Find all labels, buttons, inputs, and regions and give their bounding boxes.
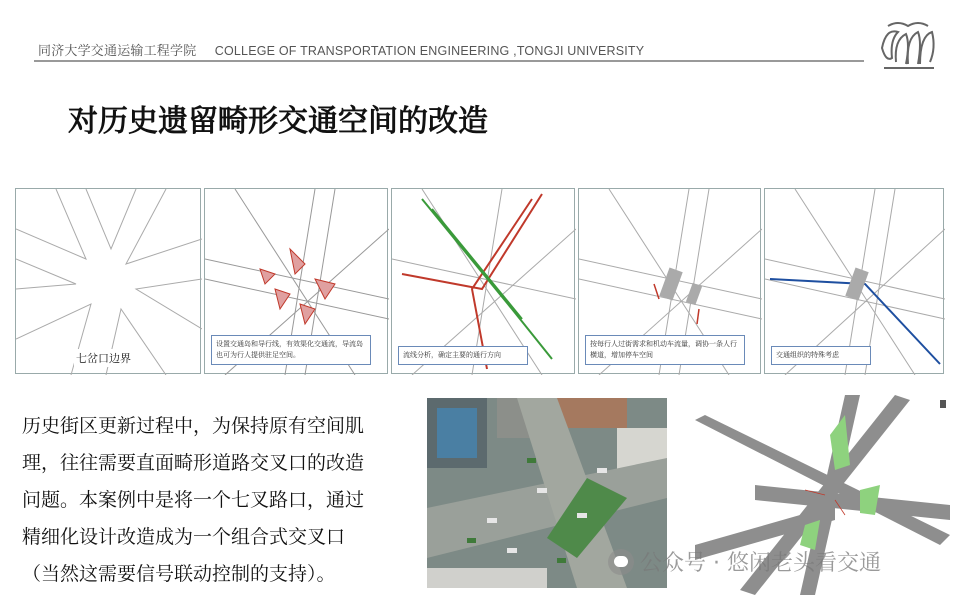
header-college-cn: 同济大学交通运输工程学院 bbox=[38, 44, 197, 59]
panel-pedestrian-crossing bbox=[578, 188, 761, 374]
panel-5-caption: 交通组织的特殊考虑 bbox=[771, 346, 871, 365]
watermark bbox=[608, 546, 881, 577]
panel-1-caption: 七岔口边界 bbox=[74, 349, 133, 367]
panel-4-caption: 按每行人过街需求和机动车流量，调协一条人行横道，增加停车空间 bbox=[585, 335, 745, 365]
wechat-icon bbox=[608, 549, 634, 575]
panel-flow-analysis bbox=[391, 188, 575, 374]
panel-traffic-islands bbox=[204, 188, 388, 374]
panel-original-boundary bbox=[15, 188, 201, 374]
slide-title: 对历史遗留畸形交通空间的改造 bbox=[68, 104, 488, 139]
slide-header bbox=[0, 0, 960, 70]
panel-special-organization bbox=[764, 188, 944, 374]
panel-3-caption: 流线分析，确定主要的通行方向 bbox=[398, 346, 528, 365]
body-line-1: 历史街区更新过程中，为保持原有空间肌 bbox=[22, 415, 365, 437]
panel-1-drawing bbox=[16, 189, 202, 375]
body-line-2: 理，往往需要直面畸形道路交叉口的改造 bbox=[22, 452, 365, 474]
body-line-4: 精细化设计改造成为一个组合式交叉口 bbox=[22, 526, 346, 548]
university-logo-icon bbox=[876, 18, 940, 74]
panel-2-caption: 设置交通岛和导行线，有效渠化交通流，导流岛也可为行人提供驻足空间。 bbox=[211, 335, 371, 365]
body-line-5: （当然这需要信号联动控制的支持）。 bbox=[22, 563, 336, 585]
watermark-text: 公众号 · 悠闲老头看交通 bbox=[640, 551, 881, 576]
header-text bbox=[38, 40, 644, 59]
body-paragraph bbox=[22, 408, 442, 593]
header-college-en: COLLEGE OF TRANSPORTATION ENGINEERING ,TONGJI UNIVERSITY bbox=[214, 44, 645, 58]
header-divider bbox=[34, 60, 864, 62]
body-line-3: 问题。本案例中是将一个七叉路口，通过 bbox=[22, 489, 365, 511]
